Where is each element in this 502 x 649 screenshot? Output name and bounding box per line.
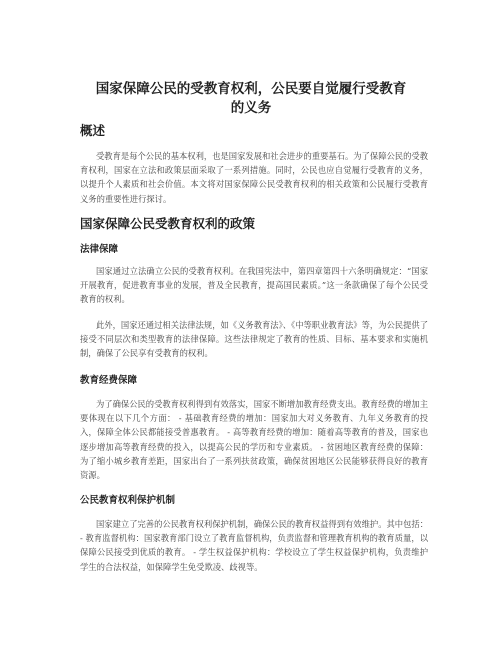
protection-heading: 公民教育权利保护机制: [80, 495, 176, 506]
policy-heading: 国家保障公民受教育权利的政策: [80, 216, 256, 231]
protection-paragraph: 国家建立了完善的公民教育权利保护机制，确保公民的教育权益得到有效维护。其中包括： - 教育监督机构：国家教育部门设立了教育监督机构，负责监督和管理教育机构的教育质量，以保障公民接受到优质的教育。 - 学生权益保护机构：学校设立了学生权益保护机构，负责维护学生的合法权益，如保障学生免受欺凌、歧视等。: [80, 519, 428, 572]
legal-paragraph-2: 此外，国家还通过相关法律法规，如《义务教育法》、《中等职业教育法》等，为公民提供了接受不同层次和类型教育的法律保障。这些法律规定了教育的性质、目标、基本要求和实施机制，确保了公民享有受教育的权利。: [80, 320, 428, 359]
overview-heading: 概述: [80, 123, 106, 138]
overview-paragraph: 受教育是每个公民的基本权利，也是国家发展和社会进步的重要基石。为了保障公民的受教育权利，国家在立法和政策层面采取了一系列措施。同时，公民也应自觉履行受教育的义务，以提升个人素质和社会价值。本文将对国家保障公民受教育权利的相关政策和公民履行受教育义务的重要性进行探讨。: [80, 151, 428, 204]
document-title-line1: 国家保障公民的受教育权利，公民要自觉履行受教育: [95, 81, 407, 97]
legal-paragraph-1: 国家通过立法确立公民的受教育权利。在我国宪法中，第四章第四十六条明确规定：“国家开展教育，促进教育事业的发展，普及全民教育，提高国民素质。”这一条款确保了每个公民受教育的权利。: [80, 266, 428, 305]
funding-heading: 教育经费保障: [80, 375, 138, 386]
document-title: [40, 80, 462, 118]
document-title-line2: 的义务: [230, 100, 272, 116]
legal-heading: 法律保障: [80, 244, 119, 255]
funding-paragraph: 为了确保公民的受教育权利得到有效落实，国家不断增加教育经费支出。教育经费的增加主要体现在以下几个方面： - 基础教育经费的增加：国家加大对义务教育、九年义务教育的投入，保障全体公民都能接受普惠教育。 - 高等教育经费的增加：随着高等教育的普及，国家也逐步增加高等教育经费的投入，以提高公民的学历和专业素质。 - 贫困地区教育经费的保障：为了缩小城乡教育差距，国家出台了一系列扶贫政策，确保贫困地区公民能够获得良好的教育资源。: [80, 399, 428, 481]
